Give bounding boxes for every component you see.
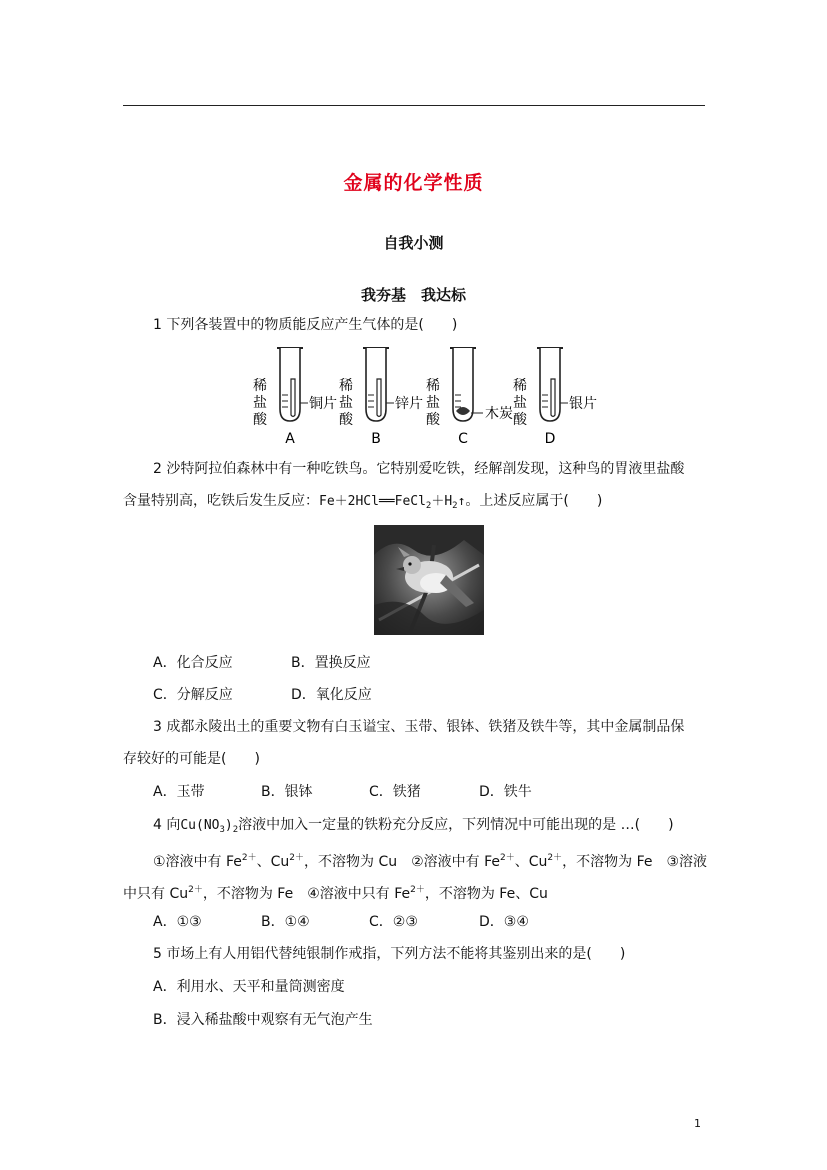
q2-text-post: 。上述反应属于( ) [465,493,603,509]
test-tube-b [339,348,423,447]
acid-label-char: 稀 [339,378,353,394]
question-4-statements-line-1 [153,848,707,872]
object-label: 木炭 [485,406,513,422]
question-2-line-1: 2 沙特阿拉伯森林中有一种吃铁鸟。它特别爱吃铁，经解剖发现，这种鸟的胃液里盐酸 [153,461,685,477]
acid-label-char: 酸 [339,412,353,428]
acid-label-char: 稀 [426,378,440,394]
q2-equation [319,494,465,509]
s2-sup-2: 2＋ [547,853,563,863]
option-b[interactable]: B．银钵 [261,784,313,800]
formula-sub-3: 3 [219,825,225,835]
tube-letter-label: C [458,431,468,447]
page-number: 1 [694,1117,701,1130]
s1-mid: 、Cu [256,854,290,870]
option-d[interactable]: D．铁牛 [479,784,532,800]
test-tube-d [513,348,597,447]
tube-body [366,348,386,421]
tube-body [540,348,560,421]
eq-part-b: ＋H [431,494,453,509]
test-tube-a [253,348,337,447]
acid-label-char: 盐 [339,395,353,411]
s3-sup: 2＋ [188,885,203,895]
acid-label-char: 盐 [513,395,527,411]
acid-label-char: 稀 [513,378,527,394]
subsection-heading: 我夯基 我达标 [360,286,466,304]
s4-sup: 2＋ [410,885,425,895]
formula-sub-2: 2 [232,825,239,835]
question-2-options-row-2 [153,685,372,705]
object-label: 铜片 [309,396,337,412]
object-label: 锌片 [395,396,423,412]
question-4-statements-line-2 [123,880,548,904]
tube-letter-label: B [371,431,381,447]
q4-formula [180,818,238,833]
s1-sup-2: 2＋ [289,853,305,863]
option-a[interactable]: A．化合反应 [153,655,233,671]
tube-letter-label: A [285,431,295,447]
s2-end: ，不溶物为 Fe ③溶液 [562,854,708,870]
acid-label-char: 酸 [426,412,440,428]
tube-letter-label: D [544,431,556,447]
option-a[interactable]: A．①③ [153,914,202,930]
q4-post: 溶液中加入一定量的铁粉充分反应，下列情况中可能出现的是 …( ) [238,817,674,833]
metal-strip-icon [551,379,555,417]
formula-close: ) [224,818,233,833]
acid-label-char: 盐 [253,395,267,411]
tube-body [280,348,300,421]
s3-pre: 中只有 Cu [123,886,189,902]
option-c[interactable]: C．铁猪 [369,784,421,800]
q4-pre: 4 向 [153,817,181,833]
section-heading: 自我小测 [383,234,444,252]
header-rule [123,105,705,106]
metal-strip-icon [291,379,295,417]
test-tube-c [426,348,513,447]
acid-label-char: 稀 [253,378,267,394]
question-5: 5 市场上有人用铝代替纯银制作戒指，下列方法不能将其鉴别出来的是( ) [153,946,626,962]
formula-cu: Cu(NO [180,818,220,833]
metal-strip-icon [377,379,381,417]
s2-mid: 、Cu [514,854,548,870]
document-title: 金属的化学性质 [343,172,484,194]
option-a[interactable]: A．玉带 [153,784,205,800]
bird-photo [374,525,484,635]
acid-label-char: 酸 [253,412,267,428]
option-b[interactable]: B．置换反应 [291,655,371,671]
question-2-options-row-1 [153,653,371,673]
s1-end: ，不溶物为 Cu ②溶液中有 Fe [304,854,501,870]
s2-sup-1: 2＋ [500,853,515,863]
option-c[interactable]: C．分解反应 [153,687,233,703]
eq-part-c: ↑ [457,494,466,509]
q2-text-pre: 含量特别高，吃铁后发生反应： [123,493,319,509]
s1-text: ①溶液中有 Fe [153,854,242,870]
option-d[interactable]: D．氧化反应 [291,687,372,703]
question-3-line-2: 存较好的可能是( ) [123,751,260,767]
s4-end: ，不溶物为 Fe、Cu [424,886,548,902]
question-3-line-1: 3 成都永陵出土的重要文物有白玉谥宝、玉带、银钵、铁猪及铁牛等，其中金属制品保 [153,719,685,735]
acid-label-char: 酸 [513,412,527,428]
acid-label-char: 盐 [426,395,440,411]
option-d[interactable]: D．③④ [479,914,529,930]
option-b[interactable]: B．①④ [261,914,310,930]
question-3-options [153,782,532,802]
eq-sub-1: 2 [425,501,432,511]
question-5-option-b[interactable]: B．浸入稀盐酸中观察有无气泡产生 [153,1012,373,1028]
question-1: 1 下列各装置中的物质能反应产生气体的是( ) [153,317,458,333]
option-c[interactable]: C．②③ [369,914,418,930]
eq-part-a: Fe＋2HCl══FeCl [319,494,426,509]
question-5-option-a[interactable]: A．利用水、天平和量筒测密度 [153,979,345,995]
test-tube-figure [250,345,610,447]
question-4-options [153,912,529,932]
s3-end: ，不溶物为 Fe ④溶液中只有 Fe [202,886,411,902]
object-label: 银片 [569,396,597,412]
question-4-stem [153,815,674,840]
question-2-line-2 [123,491,602,516]
s1-sup-1: 2＋ [241,853,257,863]
eq-sub-2: 2 [452,501,458,511]
